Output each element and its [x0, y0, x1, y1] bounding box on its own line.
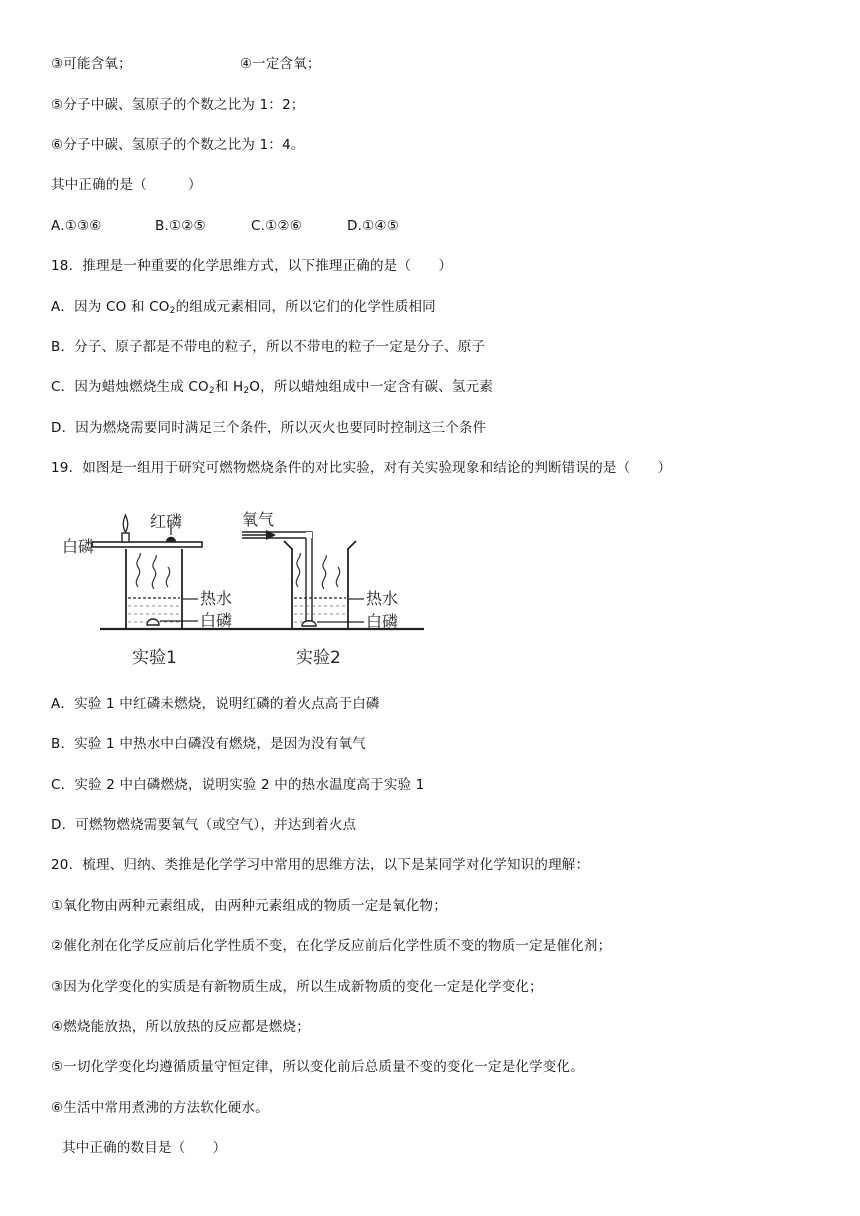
q19-choice-d: D．可燃物燃烧需要氧气（或空气），并达到着火点 — [51, 817, 357, 833]
steam-1b — [152, 555, 156, 589]
q18-choice-c: C．因为蜡烛燃烧生成 $CO_2$和 $H_2O$，所以蜡烛组成中一定含有碳、氢元素 — [51, 379, 494, 396]
label-exp2: 实验2 — [296, 648, 341, 668]
q19-choice-b: B．实验 1 中热水中白磷没有燃烧，是因为没有氧气 — [51, 736, 366, 752]
copper-plate — [92, 542, 202, 547]
q17-choice-b: B.①②⑤ — [155, 218, 206, 234]
experiment-diagram — [62, 505, 432, 675]
label-oxygen: 氧气 — [242, 510, 275, 529]
q20-stem: 20．梳理、归纳、类推是化学学习中常用的思维方法，以下是某同学对化学知识的理解： — [51, 857, 590, 873]
white-phosphorus-in-water-2 — [302, 621, 316, 626]
q19-choice-a: A．实验 1 中红磷未燃烧，说明红磷的着火点高于白磷 — [51, 696, 380, 712]
q19-stem: 19．如图是一组用于研究可燃物燃烧条件的对比实验，对有关实验现象和结论的判断错误的是（ ） — [51, 460, 672, 476]
option-line-3-4 — [51, 54, 321, 74]
label-exp1: 实验1 — [132, 648, 177, 668]
option-6: ⑥分子中碳、氢原子的个数之比为 1：4。 — [51, 137, 305, 153]
q20-prompt: 其中正确的数目是（ ） — [62, 1140, 227, 1156]
q20-statement-6: ⑥生活中常用煮沸的方法软化硬水。 — [51, 1100, 269, 1116]
q20-statement-2: ②催化剂在化学反应前后化学性质不变，在化学反应前后化学性质不变的物质一定是催化剂； — [51, 938, 612, 954]
steam-1a — [136, 553, 140, 587]
label-hot-water-2: 热水 — [366, 589, 399, 608]
experiment-figure — [62, 505, 432, 675]
white-phosphorus-in-water-1 — [147, 619, 159, 625]
q17-choice-d: D.①④⑤ — [347, 218, 399, 234]
option-3: ③可能含氧； — [51, 56, 132, 72]
steam-1c — [166, 567, 169, 587]
q17-prompt: 其中正确的是（ ） — [51, 177, 202, 193]
q17-choice-c: C.①②⑥ — [251, 218, 303, 234]
q20-statement-5: ⑤一切化学变化均遵循质量守恒定律，所以变化前后总质量不变的变化一定是化学变化。 — [51, 1059, 584, 1075]
q18-choice-b: B．分子、原子都是不带电的粒子，所以不带电的粒子一定是分子、原子 — [51, 339, 486, 355]
option-5: ⑤分子中碳、氢原子的个数之比为 1：2； — [51, 97, 305, 113]
option-4: ④一定含氧； — [239, 56, 321, 72]
label-white-phosphorus-top: 白磷 — [62, 537, 95, 556]
steam-2b — [322, 555, 326, 589]
label-red-phosphorus: 红磷 — [150, 512, 183, 531]
steam-2c — [336, 567, 339, 587]
q18-stem: 18．推理是一种重要的化学思维方式，以下推理正确的是（ ） — [51, 258, 453, 274]
flame-icon — [123, 515, 128, 532]
steam-2a — [296, 553, 300, 587]
red-phosphorus-on-plate — [166, 537, 176, 542]
q18-choice-a: A．因为 CO 和 $CO_2$的组成元素相同，所以它们的化学性质相同 — [51, 299, 436, 316]
q17-choice-a: A.①③⑥ — [51, 218, 102, 234]
q18-choice-d: D．因为燃烧需要同时满足三个条件，所以灭火也要同时控制这三个条件 — [51, 420, 487, 436]
oxygen-tube-outer — [242, 532, 312, 623]
q17-choices — [51, 216, 399, 236]
q20-statement-4: ④燃烧能放热，所以放热的反应都是燃烧； — [51, 1019, 310, 1035]
label-white-phosphorus-2: 白磷 — [366, 612, 399, 631]
q20-statement-1: ①氧化物由两种元素组成，由两种元素组成的物质一定是氧化物； — [51, 898, 447, 914]
q20-statement-3: ③因为化学变化的实质是有新物质生成，所以生成新物质的变化一定是化学变化； — [51, 979, 543, 995]
label-white-phosphorus-1: 白磷 — [200, 611, 233, 630]
white-phosphorus-on-plate — [122, 533, 129, 542]
beaker-2 — [284, 541, 356, 629]
q19-choice-c: C．实验 2 中白磷燃烧，说明实验 2 中的热水温度高于实验 1 — [51, 777, 425, 793]
label-hot-water-1: 热水 — [200, 589, 233, 608]
